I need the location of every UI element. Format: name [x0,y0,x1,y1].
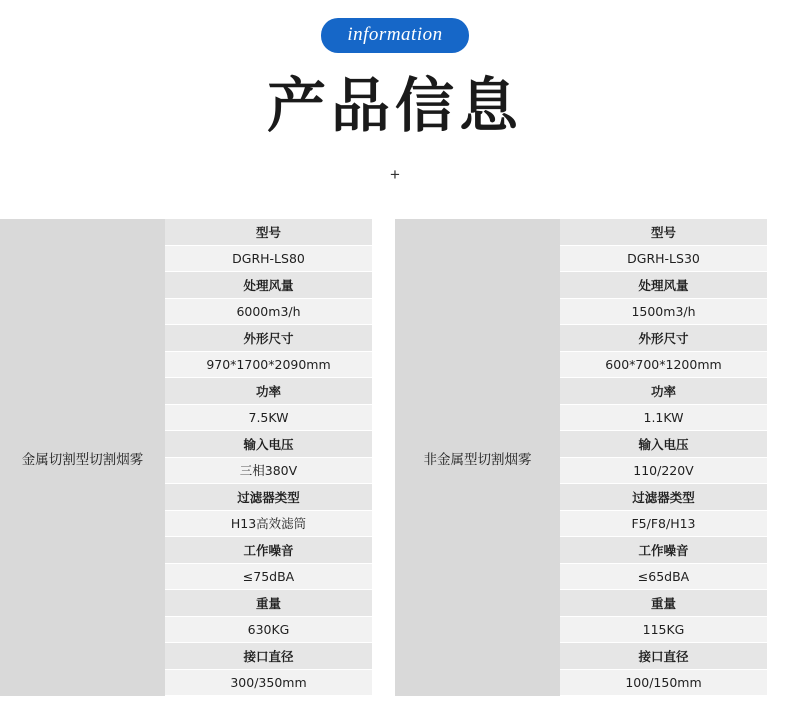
table-row: 三相380V [165,458,372,485]
table-row: 外形尺寸 [165,325,372,352]
table-row: 功率 [560,378,767,405]
table-row: 处理风量 [165,272,372,299]
spec-table-nonmetal [395,219,767,696]
table-row: 型号 [165,219,372,246]
table-row: 过滤器类型 [560,484,767,511]
table-row: DGRH-LS80 [165,246,372,273]
spec-tables [0,219,790,696]
spec-rows [560,219,767,696]
table-row: 功率 [165,378,372,405]
table-row: 1500m3/h [560,299,767,326]
table-gap [372,219,395,696]
table-row: 输入电压 [165,431,372,458]
table-row: ≤75dBA [165,564,372,591]
plus-divider-icon: + [390,164,400,184]
table-row: 工作噪音 [560,537,767,564]
table-row: 6000m3/h [165,299,372,326]
table-row: 过滤器类型 [165,484,372,511]
table-row: 外形尺寸 [560,325,767,352]
section-badge: information [321,18,468,53]
table-row: 型号 [560,219,767,246]
table-row: 630KG [165,617,372,644]
table-row: 接口直径 [165,643,372,670]
table-row: 600*700*1200mm [560,352,767,379]
table-row: 7.5KW [165,405,372,432]
table-row: 重量 [165,590,372,617]
table-row: 接口直径 [560,643,767,670]
table-row: 输入电压 [560,431,767,458]
table-row: 1.1KW [560,405,767,432]
table-row: 重量 [560,590,767,617]
spec-table-label: 非金属型切割烟雾 [395,219,560,696]
table-row: ≤65dBA [560,564,767,591]
table-row: 300/350mm [165,670,372,697]
table-row: 工作噪音 [165,537,372,564]
table-row: F5/F8/H13 [560,511,767,538]
table-row: H13高效滤筒 [165,511,372,538]
table-row: 115KG [560,617,767,644]
table-row: 100/150mm [560,670,767,697]
table-row: 970*1700*2090mm [165,352,372,379]
table-row: DGRH-LS30 [560,246,767,273]
spec-rows [165,219,372,696]
page-header [0,0,790,185]
spec-table-metal [0,219,372,696]
page-title: 产品信息 [266,71,523,140]
spec-table-label: 金属切割型切割烟雾 [0,219,165,696]
table-row: 处理风量 [560,272,767,299]
table-row: 110/220V [560,458,767,485]
